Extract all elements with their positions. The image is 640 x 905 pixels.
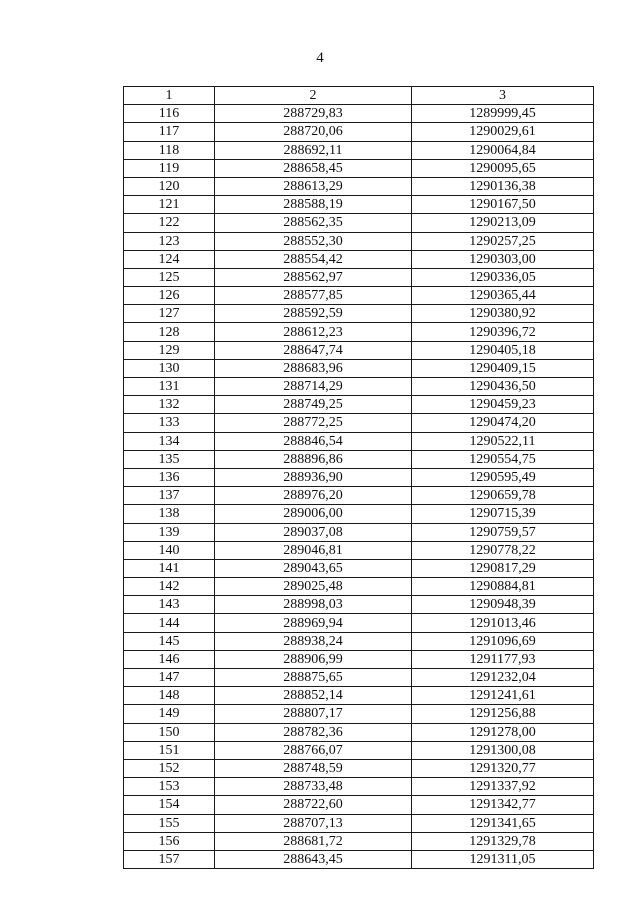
y-coordinate-cell: 1290595,49: [412, 468, 594, 486]
point-number-cell: 128: [124, 323, 215, 341]
table-row: [124, 541, 594, 559]
y-coordinate-cell: 1290436,50: [412, 378, 594, 396]
x-coordinate-cell: 288906,99: [215, 650, 412, 668]
x-coordinate-cell: 288562,35: [215, 214, 412, 232]
x-coordinate-cell: 289043,65: [215, 559, 412, 577]
table-row: [124, 487, 594, 505]
y-coordinate-cell: 1290365,44: [412, 287, 594, 305]
table-row: [124, 468, 594, 486]
table-row: [124, 450, 594, 468]
point-number-cell: 135: [124, 450, 215, 468]
table-row: [124, 505, 594, 523]
table-row: [124, 159, 594, 177]
column-header-2: 2: [215, 87, 412, 105]
y-coordinate-cell: 1291329,78: [412, 832, 594, 850]
table-row: [124, 232, 594, 250]
point-number-cell: 143: [124, 596, 215, 614]
x-coordinate-cell: 288588,19: [215, 196, 412, 214]
point-number-cell: 151: [124, 741, 215, 759]
y-coordinate-cell: 1290167,50: [412, 196, 594, 214]
table-header-row: [124, 87, 594, 105]
table-row: [124, 123, 594, 141]
x-coordinate-cell: 288720,06: [215, 123, 412, 141]
y-coordinate-cell: 1290715,39: [412, 505, 594, 523]
y-coordinate-cell: 1291096,69: [412, 632, 594, 650]
coordinates-table: [123, 86, 594, 869]
y-coordinate-cell: 1291241,61: [412, 687, 594, 705]
point-number-cell: 119: [124, 159, 215, 177]
table-row: [124, 559, 594, 577]
point-number-cell: 123: [124, 232, 215, 250]
table-row: [124, 796, 594, 814]
point-number-cell: 136: [124, 468, 215, 486]
table-row: [124, 814, 594, 832]
x-coordinate-cell: 288692,11: [215, 141, 412, 159]
table-row: [124, 250, 594, 268]
y-coordinate-cell: 1290409,15: [412, 359, 594, 377]
x-coordinate-cell: 288577,85: [215, 287, 412, 305]
y-coordinate-cell: 1290474,20: [412, 414, 594, 432]
table-row: [124, 268, 594, 286]
table-row: [124, 287, 594, 305]
point-number-cell: 118: [124, 141, 215, 159]
table-row: [124, 596, 594, 614]
point-number-cell: 140: [124, 541, 215, 559]
x-coordinate-cell: 289025,48: [215, 578, 412, 596]
point-number-cell: 139: [124, 523, 215, 541]
x-coordinate-cell: 288722,60: [215, 796, 412, 814]
x-coordinate-cell: 288976,20: [215, 487, 412, 505]
point-number-cell: 117: [124, 123, 215, 141]
y-coordinate-cell: 1290029,61: [412, 123, 594, 141]
x-coordinate-cell: 289037,08: [215, 523, 412, 541]
point-number-cell: 141: [124, 559, 215, 577]
table-row: [124, 523, 594, 541]
point-number-cell: 138: [124, 505, 215, 523]
y-coordinate-cell: 1290884,81: [412, 578, 594, 596]
point-number-cell: 144: [124, 614, 215, 632]
table-row: [124, 105, 594, 123]
point-number-cell: 142: [124, 578, 215, 596]
y-coordinate-cell: 1290095,65: [412, 159, 594, 177]
x-coordinate-cell: 288766,07: [215, 741, 412, 759]
point-number-cell: 132: [124, 396, 215, 414]
y-coordinate-cell: 1290948,39: [412, 596, 594, 614]
table-row: [124, 850, 594, 868]
x-coordinate-cell: 288612,23: [215, 323, 412, 341]
y-coordinate-cell: 1291232,04: [412, 669, 594, 687]
y-coordinate-cell: 1290778,22: [412, 541, 594, 559]
point-number-cell: 145: [124, 632, 215, 650]
y-coordinate-cell: 1289999,45: [412, 105, 594, 123]
coordinates-table-body: [124, 87, 594, 869]
x-coordinate-cell: 288562,97: [215, 268, 412, 286]
point-number-cell: 152: [124, 759, 215, 777]
y-coordinate-cell: 1290405,18: [412, 341, 594, 359]
table-row: [124, 396, 594, 414]
table-row: [124, 378, 594, 396]
y-coordinate-cell: 1290303,00: [412, 250, 594, 268]
x-coordinate-cell: 288998,03: [215, 596, 412, 614]
x-coordinate-cell: 288969,94: [215, 614, 412, 632]
x-coordinate-cell: 288729,83: [215, 105, 412, 123]
table-row: [124, 778, 594, 796]
x-coordinate-cell: 288683,96: [215, 359, 412, 377]
y-coordinate-cell: 1290136,38: [412, 177, 594, 195]
table-row: [124, 705, 594, 723]
table-row: [124, 669, 594, 687]
point-number-cell: 127: [124, 305, 215, 323]
point-number-cell: 124: [124, 250, 215, 268]
point-number-cell: 150: [124, 723, 215, 741]
column-header-1: 1: [124, 87, 215, 105]
x-coordinate-cell: 288936,90: [215, 468, 412, 486]
point-number-cell: 121: [124, 196, 215, 214]
y-coordinate-cell: 1291013,46: [412, 614, 594, 632]
y-coordinate-cell: 1291300,08: [412, 741, 594, 759]
point-number-cell: 126: [124, 287, 215, 305]
point-number-cell: 148: [124, 687, 215, 705]
table-row: [124, 196, 594, 214]
point-number-cell: 155: [124, 814, 215, 832]
y-coordinate-cell: 1290554,75: [412, 450, 594, 468]
table-row: [124, 214, 594, 232]
x-coordinate-cell: 288658,45: [215, 159, 412, 177]
y-coordinate-cell: 1290459,23: [412, 396, 594, 414]
y-coordinate-cell: 1291320,77: [412, 759, 594, 777]
x-coordinate-cell: 288852,14: [215, 687, 412, 705]
x-coordinate-cell: 288748,59: [215, 759, 412, 777]
x-coordinate-cell: 288554,42: [215, 250, 412, 268]
point-number-cell: 154: [124, 796, 215, 814]
table-row: [124, 614, 594, 632]
x-coordinate-cell: 288613,29: [215, 177, 412, 195]
table-row: [124, 359, 594, 377]
y-coordinate-cell: 1290213,09: [412, 214, 594, 232]
y-coordinate-cell: 1291337,92: [412, 778, 594, 796]
point-number-cell: 120: [124, 177, 215, 195]
point-number-cell: 146: [124, 650, 215, 668]
x-coordinate-cell: 288552,30: [215, 232, 412, 250]
point-number-cell: 137: [124, 487, 215, 505]
table-row: [124, 832, 594, 850]
x-coordinate-cell: 288807,17: [215, 705, 412, 723]
y-coordinate-cell: 1290336,05: [412, 268, 594, 286]
x-coordinate-cell: 288875,65: [215, 669, 412, 687]
table-row: [124, 414, 594, 432]
y-coordinate-cell: 1290064,84: [412, 141, 594, 159]
x-coordinate-cell: 288896,86: [215, 450, 412, 468]
y-coordinate-cell: 1291256,88: [412, 705, 594, 723]
x-coordinate-cell: 288938,24: [215, 632, 412, 650]
table-row: [124, 305, 594, 323]
point-number-cell: 130: [124, 359, 215, 377]
x-coordinate-cell: 288846,54: [215, 432, 412, 450]
table-row: [124, 759, 594, 777]
table-row: [124, 141, 594, 159]
y-coordinate-cell: 1291177,93: [412, 650, 594, 668]
table-row: [124, 341, 594, 359]
point-number-cell: 156: [124, 832, 215, 850]
y-coordinate-cell: 1291342,77: [412, 796, 594, 814]
x-coordinate-cell: 288592,59: [215, 305, 412, 323]
y-coordinate-cell: 1291311,05: [412, 850, 594, 868]
y-coordinate-cell: 1290817,29: [412, 559, 594, 577]
point-number-cell: 153: [124, 778, 215, 796]
x-coordinate-cell: 288714,29: [215, 378, 412, 396]
y-coordinate-cell: 1290257,25: [412, 232, 594, 250]
point-number-cell: 129: [124, 341, 215, 359]
y-coordinate-cell: 1290396,72: [412, 323, 594, 341]
table-row: [124, 687, 594, 705]
table-row: [124, 632, 594, 650]
x-coordinate-cell: 289006,00: [215, 505, 412, 523]
x-coordinate-cell: 288647,74: [215, 341, 412, 359]
table-row: [124, 432, 594, 450]
x-coordinate-cell: 288733,48: [215, 778, 412, 796]
column-header-3: 3: [412, 87, 594, 105]
point-number-cell: 122: [124, 214, 215, 232]
point-number-cell: 131: [124, 378, 215, 396]
y-coordinate-cell: 1290659,78: [412, 487, 594, 505]
point-number-cell: 133: [124, 414, 215, 432]
x-coordinate-cell: 288749,25: [215, 396, 412, 414]
point-number-cell: 125: [124, 268, 215, 286]
y-coordinate-cell: 1290759,57: [412, 523, 594, 541]
point-number-cell: 157: [124, 850, 215, 868]
y-coordinate-cell: 1290522,11: [412, 432, 594, 450]
x-coordinate-cell: 288782,36: [215, 723, 412, 741]
table-row: [124, 650, 594, 668]
y-coordinate-cell: 1291278,00: [412, 723, 594, 741]
x-coordinate-cell: 288772,25: [215, 414, 412, 432]
x-coordinate-cell: 289046,81: [215, 541, 412, 559]
table-row: [124, 741, 594, 759]
y-coordinate-cell: 1290380,92: [412, 305, 594, 323]
y-coordinate-cell: 1291341,65: [412, 814, 594, 832]
table-row: [124, 323, 594, 341]
x-coordinate-cell: 288707,13: [215, 814, 412, 832]
x-coordinate-cell: 288681,72: [215, 832, 412, 850]
point-number-cell: 149: [124, 705, 215, 723]
table-row: [124, 723, 594, 741]
page-number: 4: [316, 50, 324, 66]
point-number-cell: 116: [124, 105, 215, 123]
table-row: [124, 578, 594, 596]
x-coordinate-cell: 288643,45: [215, 850, 412, 868]
point-number-cell: 134: [124, 432, 215, 450]
point-number-cell: 147: [124, 669, 215, 687]
table-row: [124, 177, 594, 195]
